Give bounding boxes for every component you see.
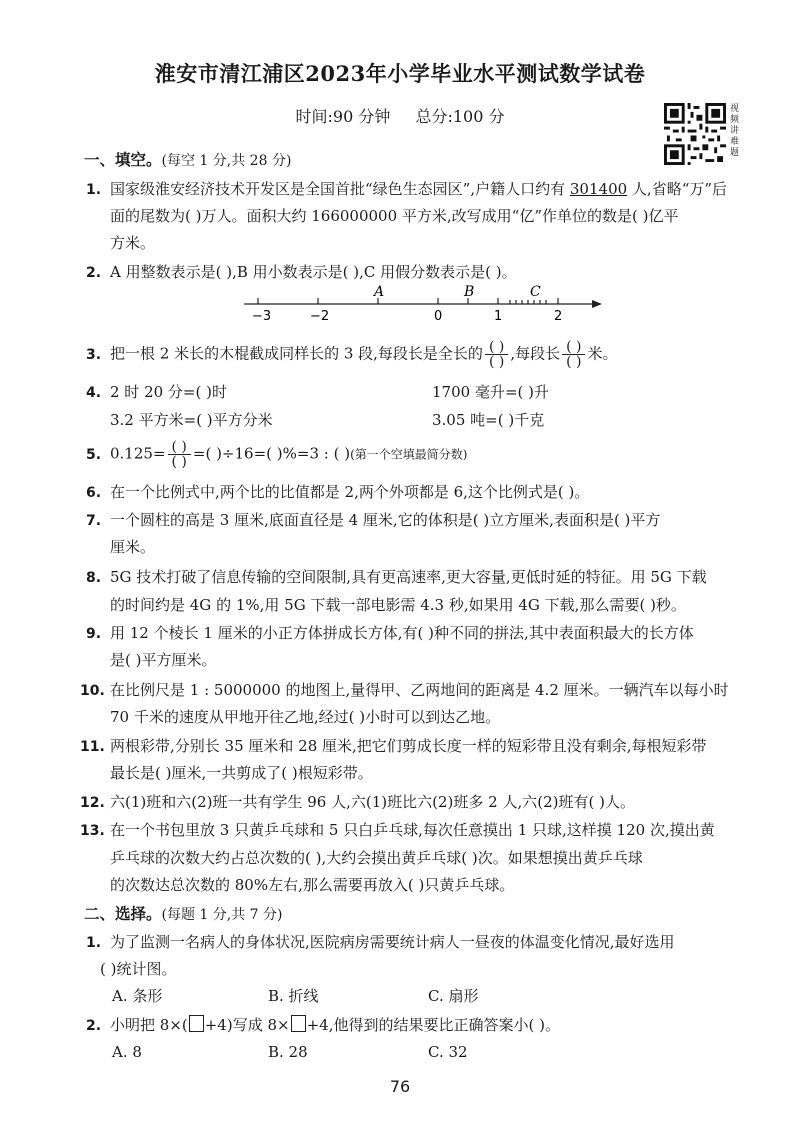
- question-6: 6. 在一个比例式中,两个比的比值都是 2,两个外项都是 6,这个比例式是( )。: [86, 483, 590, 501]
- page-number: 76: [389, 1077, 411, 1096]
- question-11-line-1: 11. 两根彩带,分别长 35 厘米和 28 厘米,把它们剪成长度一样的短彩带且没有剩余,每根短彩带: [80, 737, 707, 755]
- question-1-line-3: 方米。: [110, 234, 156, 252]
- choice-question-1-line-1: 1. 为了监测一名病人的身体状况,医院病房需要统计病人一昼夜的体温变化情况,最好选用: [86, 933, 675, 951]
- section-choice-heading: 二、选择。(每题 1 分,共 7 分): [84, 904, 283, 923]
- qr-code-icon: [664, 103, 726, 165]
- question-12: 12. 六(1)班和六(2)班一共有学生 96 人,六(1)班比六(2)班多 2 人,六(2)班有( )人。: [80, 793, 635, 811]
- question-10-line-1: 10. 在比例尺是 1 : 5000000 的地图上,量得甲、乙两地间的距离是 4.2 厘米。一辆汽车以每小时: [80, 681, 729, 699]
- question-5: 5. 0.125= $\frac{( )}{( )}$ =( )÷16=( )%=3 : ( )(第一个空填最简分数): [86, 439, 468, 470]
- question-13-line-1: 13. 在一个书包里放 3 只黄乒乓球和 5 只白乒乓球,每次任意摸出 1 只球,这样摸 120 次,摸出黄: [80, 821, 715, 839]
- tick-label-2: 2: [554, 309, 563, 324]
- blank-box: [291, 1015, 306, 1032]
- fraction-blank: $\frac{( )}{( )}$: [485, 340, 508, 369]
- question-1-line-1: 1. 国家级淮安经济技术开发区是全国首批“绿色生态园区”,户籍人口约有 301400 人,省略“万”后: [86, 180, 728, 198]
- fraction-blank: $\frac{( )}{( )}$: [168, 440, 191, 469]
- choice-2-option-c: C. 32: [428, 1043, 468, 1061]
- question-4-c: 3.2 平方米=( )平方分米: [110, 411, 273, 429]
- section-fill-blank-heading: 一、填空。(每空 1 分,共 28 分): [84, 150, 292, 169]
- choice-question-1-line-2: ( )统计图。: [100, 960, 177, 978]
- fraction-blank: $\frac{( )}{( )}$: [562, 340, 585, 369]
- question-7-line-2: 厘米。: [110, 538, 156, 556]
- choice-1-option-c: C. 扇形: [428, 987, 479, 1005]
- choice-2-option-b: B. 28: [268, 1043, 308, 1061]
- number-line: [236, 284, 606, 324]
- time-limit: 时间:90 分钟: [295, 107, 391, 126]
- question-10-line-2: 70 千米的速度从甲地开往乙地,经过( )小时可以到达乙地。: [110, 708, 501, 726]
- choice-1-option-a: A. 条形: [112, 987, 163, 1005]
- total-score: 总分:100 分: [415, 107, 505, 126]
- question-8-line-2: 的时间约是 4G 的 1%,用 5G 下载一部电影需 4.3 秒,如果用 4G 下载,那么需要( )秒。: [110, 596, 686, 614]
- question-7-line-1: 7. 一个圆柱的高是 3 厘米,底面直径是 4 厘米,它的体积是( )立方厘米,表面积是( )平方: [86, 511, 661, 529]
- question-4-d: 3.05 吨=( )千克: [432, 411, 545, 429]
- question-2: 2. A 用整数表示是( ),B 用小数表示是( ),C 用假分数表示是( )。: [86, 263, 517, 281]
- question-13-line-2: 乒乓球的次数大约占总次数的( ),大约会摸出黄乒乓球( )次。如果想摸出黄乒乓球: [110, 849, 643, 867]
- number-line-arrow: [592, 300, 602, 308]
- question-13-line-3: 的次数达总次数的 80%左右,那么需要再放入( )只黄乒乓球。: [110, 876, 515, 894]
- number-line-ticks: [258, 298, 558, 304]
- exam-title: 淮安市清江浦区2023年小学毕业水平测试数学试卷: [154, 61, 646, 86]
- tick-label-0: 0: [434, 309, 443, 324]
- question-9-line-2: 是( )平方厘米。: [110, 651, 217, 669]
- question-1-line-2: 面的尾数为( )万人。面积大约 166000000 平方米,改写成用“亿”作单位的数是( )亿平: [110, 207, 679, 225]
- question-8-line-1: 8. 5G 技术打破了信息传输的空间限制,具有更高速率,更大容量,更低时延的特征。用 5G 下载: [86, 568, 707, 586]
- question-4-b: 1700 毫升=( )升: [432, 383, 549, 401]
- choice-1-option-b: B. 折线: [268, 987, 319, 1005]
- question-3: 3. 把一根 2 米长的木棍截成同样长的 3 段,每段长是全长的 $\frac{( )}{( )}$ ,每段长 $\frac{( )}{( )}$ 米。: [86, 339, 618, 370]
- point-c-label: C: [530, 284, 541, 300]
- question-4-a: 4. 2 时 20 分=( )时: [86, 383, 227, 401]
- point-a-label: A: [374, 284, 385, 300]
- qr-caption: 视频讲难题: [730, 104, 740, 158]
- question-9-line-1: 9. 用 12 个棱长 1 厘米的小正方体拼成长方体,有( )种不同的拼法,其中表面积最大的长方体: [86, 624, 694, 642]
- tick-label-neg2: −2: [310, 309, 330, 324]
- point-b-label: B: [464, 284, 475, 300]
- tick-label-neg3: −3: [252, 309, 272, 324]
- blank-box: [189, 1015, 204, 1032]
- choice-question-2: 2. 小明把 8×( +4)写成 8× +4,他得到的结果要比正确答案小( )。: [86, 1016, 560, 1034]
- choice-2-option-a: A. 8: [112, 1043, 142, 1061]
- tick-label-1: 1: [494, 309, 503, 324]
- question-11-line-2: 最长是( )厘米,一共剪成了( )根短彩带。: [110, 764, 373, 782]
